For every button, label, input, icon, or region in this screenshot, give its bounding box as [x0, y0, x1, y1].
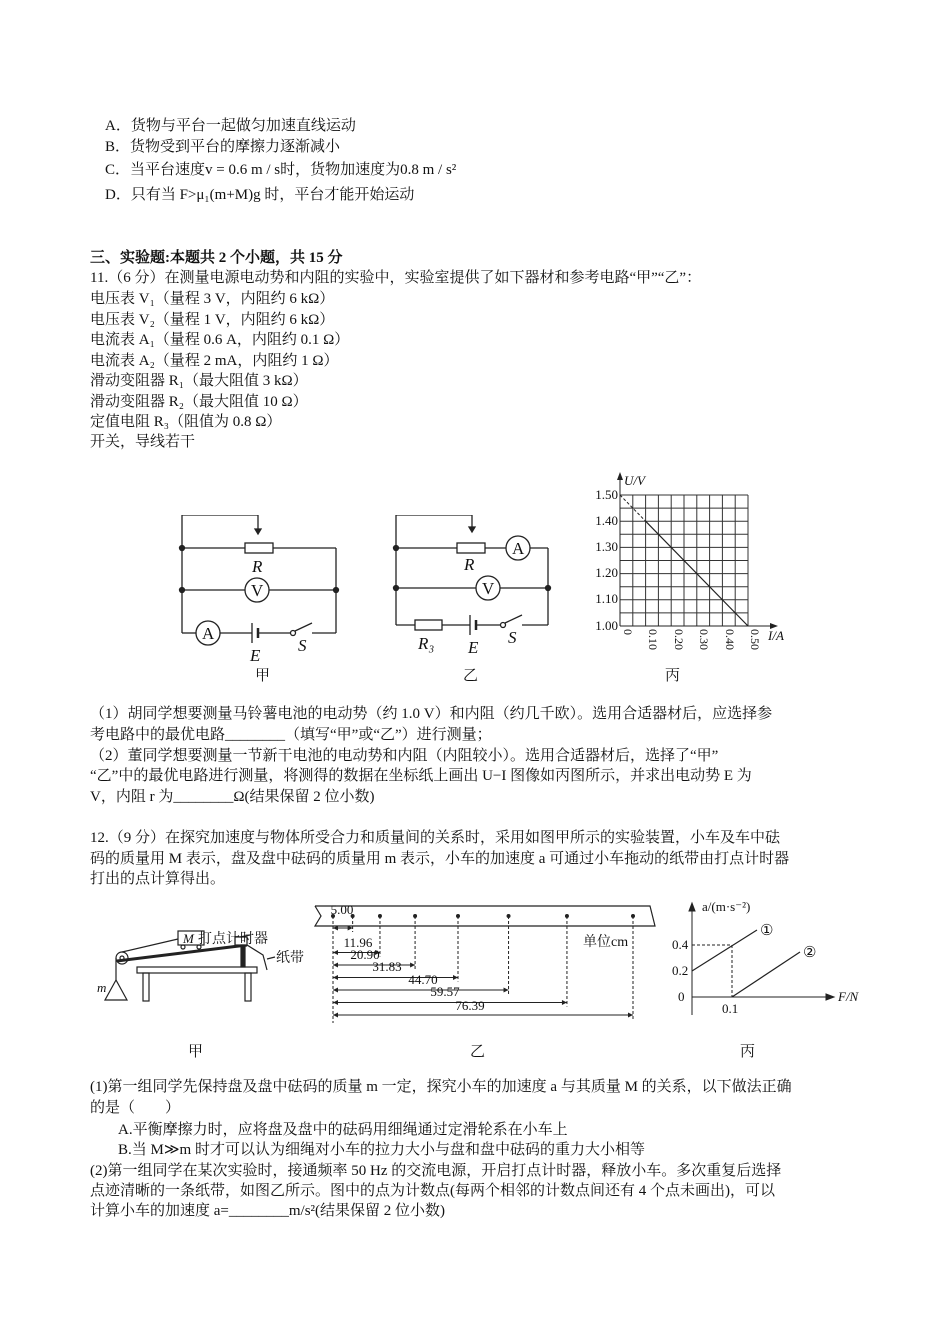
x-tick: 0.20 [672, 629, 686, 650]
option-d: D．只有当 F>μ₁(m+M)g 时，平台才能开始运动 [105, 187, 415, 203]
section-heading: 三、实验题:本题共 2 个小题，共 15 分 [90, 250, 343, 266]
arrow-head [333, 1000, 338, 1005]
arrow-head [410, 963, 415, 968]
label-s: S [508, 628, 517, 647]
q12-stem: 码的质量用 M 表示，盘及盘中砝码的质量用 m 表示，小车的加速度 a 可通过小车拖动的纸带由打点计时器 [90, 851, 790, 867]
label-mass-m-small: m [97, 980, 107, 995]
q12-question: 的是（ ） [90, 1100, 181, 1116]
label-r: R [252, 557, 263, 576]
equipment-item: 定值电阻 R₃（阻值为 0.8 Ω） [90, 414, 282, 430]
caption-jia: 甲 [255, 668, 271, 684]
equipment-item: 开关，导线若干 [90, 434, 196, 450]
arrow-head [333, 963, 338, 968]
x-axis-label: F/N [838, 989, 859, 1004]
y-tick: 1.50 [595, 487, 618, 502]
arrow-head [333, 950, 338, 955]
equipment-item: 电压表 V₁（量程 3 V，内阻约 6 kΩ） [90, 291, 335, 307]
x-tick: 0.10 [646, 629, 660, 650]
distance-label: 5.00 [330, 902, 354, 917]
label-tape: 纸带 [276, 951, 304, 966]
caption-yi-12: 乙 [470, 1044, 486, 1060]
circuit-jia [170, 515, 370, 665]
distance-label: 31.83 [372, 959, 402, 974]
y-tick: 0.2 [672, 963, 689, 978]
paper-tape [305, 898, 660, 1033]
label-a: A [202, 624, 215, 643]
caption-bing: 丙 [665, 668, 681, 684]
circuit-yi [390, 515, 570, 665]
distance-label: 76.39 [455, 998, 485, 1013]
x-tick: 0.50 [748, 629, 762, 650]
y-tick: 1.30 [595, 539, 618, 554]
caption-jia-12: 甲 [188, 1044, 204, 1060]
y-tick: 1.20 [595, 565, 618, 580]
arrow-head [453, 975, 458, 980]
q12-question: 计算小车的加速度 a=________m/s²(结果保留 2 位小数) [90, 1203, 446, 1219]
y-tick: 1.00 [595, 618, 618, 633]
label-mass-m-big: M [183, 931, 194, 946]
caption-yi: 乙 [463, 668, 479, 684]
equipment-item: 电压表 V₂（量程 1 V，内阻约 6 kΩ） [90, 312, 335, 328]
x-tick: 0.40 [723, 629, 737, 650]
y-tick: 0 [678, 989, 685, 1004]
q12-choice-b: B.当 M≫m 时才可以认为细绳对小车的拉力大小与盘和盘中砝码的重力大小相等 [118, 1142, 645, 1158]
label-e: E [468, 638, 479, 657]
label-v: V [482, 579, 495, 598]
x-tick: 0 [621, 629, 635, 635]
x-axis-label: I/A [768, 628, 784, 643]
q12-question: (2)第一组同学在某次实验时，接通频率 50 Hz 的交流电源，开启打点计时器，释放小车。多次重复后选择 [90, 1163, 782, 1179]
label-a: A [512, 539, 525, 558]
q11-stem: 11.（6 分）在测量电源电动势和内阻的实验中，实验室提供了如下器材和参考电路“甲”“乙”： [90, 270, 702, 286]
label-e: E [250, 646, 261, 665]
q12-question: 点迹清晰的一条纸带，如图乙所示。图中的点为计数点(每两个相邻的计数点间还有 4 个点未画出)，可以 [90, 1183, 775, 1199]
label-v: V [251, 581, 264, 600]
arrow-head [333, 975, 338, 980]
distance-label: 20.90 [350, 947, 380, 962]
unit-label: 单位cm [583, 935, 629, 950]
arrow-head [562, 1000, 567, 1005]
option-a: A．货物与平台一起做匀加速直线运动 [105, 118, 356, 134]
x-tick: 0.30 [697, 629, 711, 650]
y-tick: 1.40 [595, 513, 618, 528]
arrow-head [333, 988, 338, 993]
label-s: S [298, 636, 307, 655]
y-axis-label: a/(m·s⁻²) [702, 899, 751, 914]
y-tick: 0.4 [672, 937, 689, 952]
q12-stem: 打出的点计算得出。 [90, 871, 226, 887]
x-tick: 0.1 [722, 1001, 739, 1016]
apparatus-diagram [95, 925, 320, 1015]
label-r: R [464, 555, 475, 574]
label-timer: 打点计时器 [198, 932, 268, 947]
option-c: C．当平台速度v = 0.6 m / s时，货物加速度为0.8 m / s² [105, 162, 457, 178]
caption-bing-12: 丙 [740, 1044, 756, 1060]
distance-label: 59.57 [430, 984, 460, 999]
q11-question: （2）董同学想要测量一节新干电池的电动势和内阻（内阻较小）。选用合适器材后，选择了“甲” [90, 748, 719, 764]
arrow-head [333, 1013, 338, 1018]
q12-choice-a: A.平衡摩擦力时，应将盘及盘中的砝码用细绳通过定滑轮系在小车上 [118, 1122, 568, 1138]
line-2-label: ② [803, 945, 817, 961]
equipment-item: 电流表 A₁（量程 0.6 A，内阻约 0.1 Ω） [90, 332, 350, 348]
y-axis-label: U/V [624, 473, 645, 488]
q11-question: “乙”中的最优电路进行测量，将测得的数据在坐标纸上画出 U−I 图像如丙图所示，并求出电动势 E 为 [90, 768, 752, 784]
distance-label: 11.96 [343, 935, 373, 950]
q12-stem: 12.（9 分）在探究加速度与物体所受合力和质量间的关系时，采用如图甲所示的实验装置，小车及车中砝 [90, 830, 781, 846]
distance-label: 44.70 [408, 972, 438, 987]
arrow-head [504, 988, 509, 993]
arrow-head [628, 1013, 633, 1018]
q11-question: （1）胡同学想要测量马铃薯电池的电动势（约 1.0 V）和内阻（约几千欧）。选用合适器材后，应选择参 [90, 706, 773, 722]
af-graph [670, 895, 870, 1020]
q12-question: (1)第一组同学先保持盘及盘中砝码的质量 m 一定，探究小车的加速度 a 与其质量 M 的关系，以下做法正确 [90, 1079, 792, 1095]
option-b: B．货物受到平台的摩擦力逐渐减小 [105, 139, 341, 155]
y-tick: 1.10 [595, 591, 618, 606]
q11-question: 考电路中的最优电路________（填写“甲”或“乙”）进行测量； [90, 727, 492, 743]
line-1-label: ① [760, 923, 774, 939]
label-r3: R₃ [418, 634, 435, 653]
equipment-item: 滑动变阻器 R₁（最大阻值 3 kΩ） [90, 373, 308, 389]
equipment-item: 电流表 A₂（量程 2 mA，内阻约 1 Ω） [90, 353, 339, 369]
equipment-item: 滑动变阻器 R₂（最大阻值 10 Ω） [90, 394, 308, 410]
q11-question: V，内阻 r 为________Ω(结果保留 2 位小数) [90, 789, 375, 805]
ui-graph [580, 472, 800, 652]
